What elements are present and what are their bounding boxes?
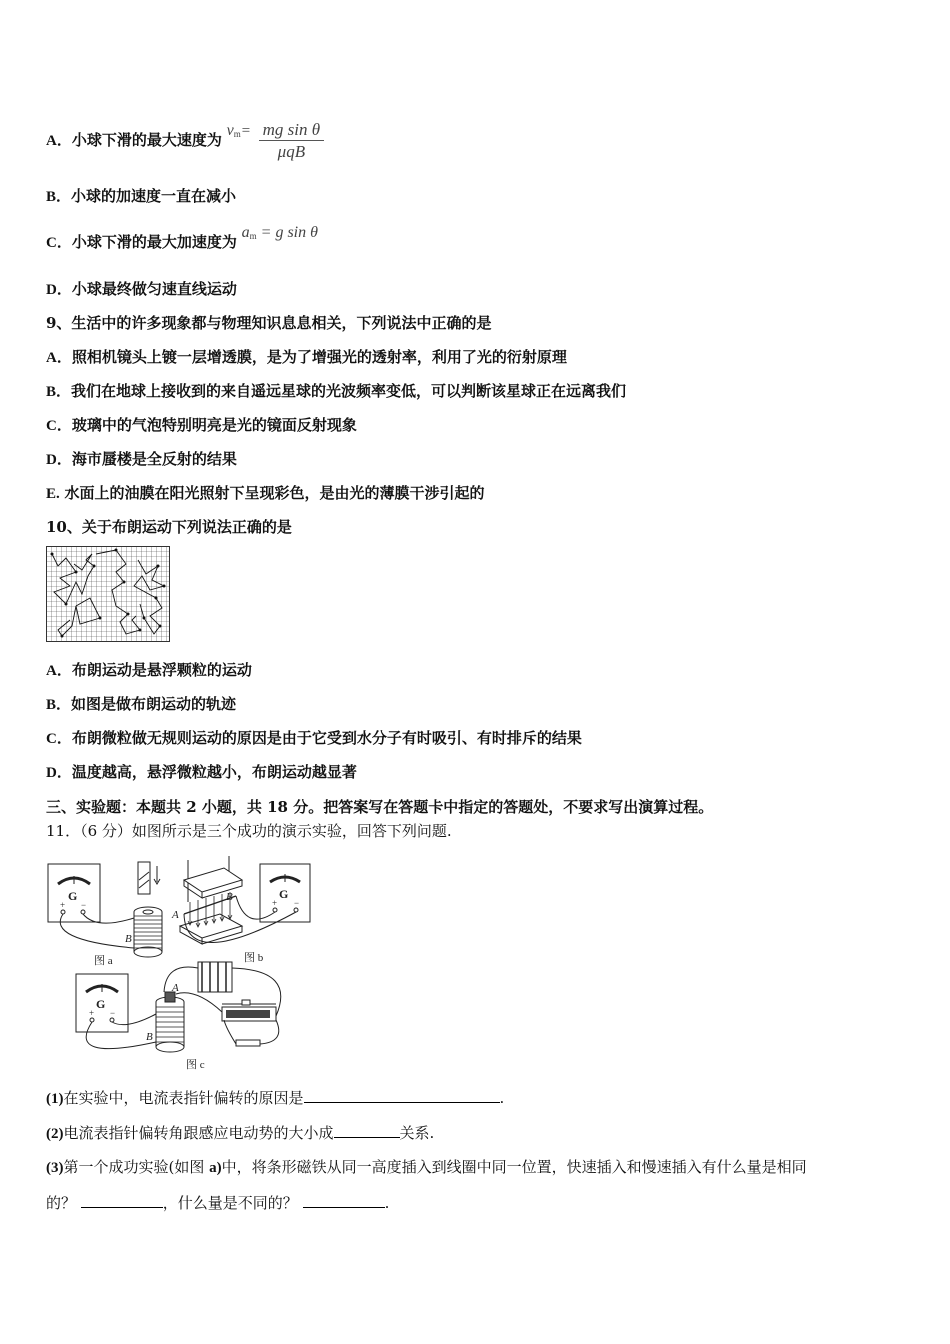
option-text: 照相机镜头上镀一层增透膜，是为了增强光的透射率，利用了光的衍射原理: [71, 348, 567, 366]
coil-label-b: B: [146, 1031, 153, 1043]
option-label: B．: [46, 697, 72, 713]
formula-lhs: a: [241, 224, 250, 241]
figure-c-caption: 图 c: [186, 1059, 205, 1071]
option-label: B．: [46, 189, 72, 205]
formula-sub: m: [249, 231, 257, 241]
option-text: 小球最终做匀速直线运动: [71, 280, 237, 298]
svg-text:−: −: [294, 898, 300, 908]
formula-lhs: v: [226, 121, 234, 139]
option-text: 水面上的油膜在阳光照射下呈现彩色，是由光的薄膜干涉引起的: [64, 484, 485, 502]
q8-option-d: [46, 279, 237, 300]
option-label: C．: [46, 235, 72, 251]
max-velocity-formula: $v_m=$ $\frac{\text{mg sin θ}}{\text{μqB}}$: [227, 123, 324, 139]
q11-experiment-figures: [46, 852, 316, 1074]
option-text: 小球的加速度一直在减小: [71, 187, 237, 205]
coil-label-b: B: [125, 933, 132, 945]
section-3-heading: 三、实验题：本题共 2 小题，共 18 分。把答案写在答题卡中指定的答题处，不要求写出演算过程。: [46, 798, 714, 816]
option-text: 海市蜃楼是全反射的结果: [71, 450, 237, 468]
galvanometer-label: G: [68, 889, 78, 903]
q11-sub3: (3)第一个成功实验(如图 a)中，将条形磁铁从同一高度插入到线圈中同一位置，快速插入和慢速插入有什么量是相同: [46, 1158, 807, 1176]
option-label: C．: [46, 418, 72, 434]
formula-rhs: = g sin θ: [260, 224, 318, 241]
q10-option-d: [46, 762, 357, 783]
brownian-motion-grid-figure: [46, 546, 170, 642]
q11-sub3-line2: 的？ ，什么量是不同的？ .: [46, 1194, 390, 1212]
option-label: A．: [46, 663, 72, 679]
q8-option-c: [46, 224, 318, 256]
option-label: A．: [46, 350, 72, 366]
sub-number: (2): [46, 1126, 64, 1142]
option-text: 我们在地球上接收到的来自遥远星球的光波频率变低，可以判断该星球正在远离我们: [71, 382, 627, 400]
sub-text: 电流表指针偏转角跟感应电动势的大小成: [63, 1124, 334, 1142]
svg-text:−: −: [81, 900, 87, 910]
galvanometer-label: G: [96, 997, 106, 1011]
svg-text:−: −: [110, 1008, 116, 1018]
conductor-label-a: A: [172, 909, 179, 921]
max-acceleration-formula: [242, 224, 318, 241]
q8-option-b: [46, 186, 236, 207]
figure-b: [180, 856, 310, 944]
option-text: 布朗运动是悬浮颗粒的运动: [71, 661, 252, 679]
q10-option-a: [46, 660, 252, 681]
denominator: μqB: [277, 142, 306, 161]
option-label: C．: [46, 731, 72, 747]
option-text: 玻璃中的气泡特别明亮是光的镜面反射现象: [71, 416, 357, 434]
coil-label-a: A: [172, 982, 179, 994]
answer-blank-1[interactable]: [304, 1088, 500, 1103]
numerator: mg sin θ: [259, 120, 324, 141]
fraction: [259, 120, 324, 163]
q10-option-b: [46, 694, 236, 715]
q9-stem: 9、生活中的许多现象都与物理知识息息相关，下列说法中正确的是: [46, 314, 492, 332]
option-text: 温度越高，悬浮微粒越小，布朗运动越显著: [71, 763, 357, 781]
q9-option-c: [46, 415, 357, 436]
svg-text:+: +: [89, 1008, 95, 1018]
q10-option-c: [46, 728, 582, 749]
answer-blank-2[interactable]: [334, 1123, 400, 1138]
option-label: D．: [46, 282, 72, 298]
option-text: 布朗微粒做无规则运动的原因是由于它受到水分子有时吸引、有时排斥的结果: [71, 729, 582, 747]
q11-sub2: (2)电流表指针偏转角跟感应电动势的大小成 关系.: [46, 1124, 435, 1142]
q10-stem: 10、关于布朗运动下列说法正确的是: [46, 518, 292, 536]
answer-blank-3b[interactable]: [303, 1193, 385, 1208]
answer-blank-3a[interactable]: [81, 1193, 163, 1208]
conductor-label-b: B: [226, 891, 233, 903]
q11-stem: 11．（6 分）如图所示是三个成功的演示实验，回答下列问题.: [46, 822, 452, 840]
option-label: D．: [46, 452, 72, 468]
figure-b-caption: 图 b: [244, 952, 264, 964]
option-label: D．: [46, 765, 72, 781]
figure-a: [48, 862, 162, 957]
q9-option-b: [46, 381, 626, 402]
formula-sub: m: [233, 128, 241, 139]
figure-c: [76, 962, 281, 1052]
q8-option-a: [46, 120, 324, 163]
option-label: B．: [46, 384, 72, 400]
option-label: E.: [46, 486, 60, 502]
sub-number: (1): [46, 1091, 64, 1107]
q9-option-e: [46, 483, 485, 504]
svg-text:+: +: [60, 900, 66, 910]
option-label: A．: [46, 132, 72, 149]
figure-a-caption: 图 a: [94, 955, 113, 967]
option-text: 如图是做布朗运动的轨迹: [71, 695, 237, 713]
sub-text: 在实验中，电流表指针偏转的原因是: [63, 1089, 304, 1107]
option-text: 小球下滑的最大速度为: [71, 130, 222, 149]
sub-number: (3): [46, 1160, 64, 1176]
galvanometer-label: G: [279, 887, 289, 901]
q11-sub1: (1)在实验中，电流表指针偏转的原因是 .: [46, 1089, 505, 1107]
option-text: 小球下滑的最大加速度为: [71, 233, 237, 251]
q9-option-a: [46, 347, 567, 368]
q9-option-d: [46, 449, 237, 470]
svg-text:+: +: [272, 898, 278, 908]
